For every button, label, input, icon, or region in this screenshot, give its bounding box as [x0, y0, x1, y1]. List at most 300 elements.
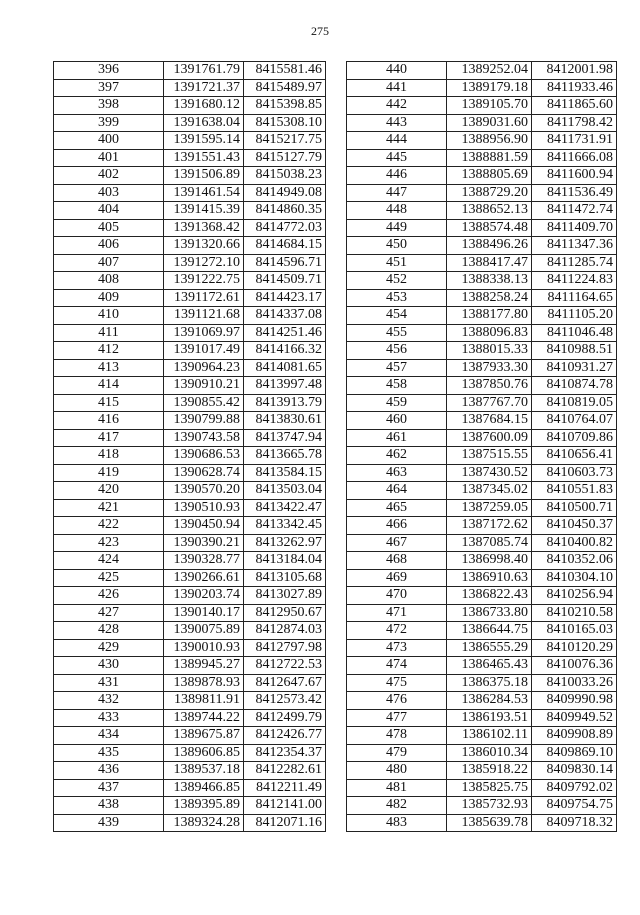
table-row	[347, 62, 617, 80]
table-row	[54, 814, 326, 832]
point-number-cell: 467	[347, 534, 447, 552]
y-coordinate-cell: 8412874.03	[244, 622, 326, 640]
x-coordinate-cell: 1387172.62	[447, 517, 532, 535]
x-coordinate-cell: 1389395.89	[164, 797, 244, 815]
table-row	[54, 254, 326, 272]
x-coordinate-cell: 1387600.09	[447, 429, 532, 447]
x-coordinate-cell: 1391415.39	[164, 202, 244, 220]
x-coordinate-cell: 1390075.89	[164, 622, 244, 640]
y-coordinate-cell: 8412573.42	[244, 692, 326, 710]
table-row	[54, 534, 326, 552]
x-coordinate-cell: 1385918.22	[447, 762, 532, 780]
x-coordinate-cell: 1388729.20	[447, 184, 532, 202]
y-coordinate-cell: 8412499.79	[244, 709, 326, 727]
point-number-cell: 442	[347, 97, 447, 115]
point-number-cell: 468	[347, 552, 447, 570]
table-row	[54, 272, 326, 290]
point-number-cell: 447	[347, 184, 447, 202]
point-number-cell: 469	[347, 569, 447, 587]
y-coordinate-cell: 8410400.82	[532, 534, 617, 552]
x-coordinate-cell: 1391551.43	[164, 149, 244, 167]
table-row	[347, 499, 617, 517]
point-number-cell: 465	[347, 499, 447, 517]
point-number-cell: 477	[347, 709, 447, 727]
point-number-cell: 426	[54, 587, 164, 605]
x-coordinate-cell: 1390140.17	[164, 604, 244, 622]
x-coordinate-cell: 1387085.74	[447, 534, 532, 552]
x-coordinate-cell: 1391368.42	[164, 219, 244, 237]
point-number-cell: 482	[347, 797, 447, 815]
x-coordinate-cell: 1390743.58	[164, 429, 244, 447]
y-coordinate-cell: 8415217.75	[244, 132, 326, 150]
y-coordinate-cell: 8410988.51	[532, 342, 617, 360]
y-coordinate-cell: 8415489.97	[244, 79, 326, 97]
y-coordinate-cell: 8411536.49	[532, 184, 617, 202]
table-row	[54, 587, 326, 605]
point-number-cell: 407	[54, 254, 164, 272]
table-row	[347, 377, 617, 395]
point-number-cell: 421	[54, 499, 164, 517]
y-coordinate-cell: 8411472.74	[532, 202, 617, 220]
table-row	[347, 342, 617, 360]
x-coordinate-cell: 1390510.93	[164, 499, 244, 517]
y-coordinate-cell: 8413830.61	[244, 412, 326, 430]
y-coordinate-cell: 8412950.67	[244, 604, 326, 622]
y-coordinate-cell: 8413584.15	[244, 464, 326, 482]
y-coordinate-cell: 8411164.65	[532, 289, 617, 307]
y-coordinate-cell: 8411798.42	[532, 114, 617, 132]
x-coordinate-cell: 1388652.13	[447, 202, 532, 220]
table-row	[54, 324, 326, 342]
y-coordinate-cell: 8410874.78	[532, 377, 617, 395]
table-row	[347, 202, 617, 220]
x-coordinate-cell: 1391172.61	[164, 289, 244, 307]
y-coordinate-cell: 8411285.74	[532, 254, 617, 272]
table-row	[54, 517, 326, 535]
x-coordinate-cell: 1387515.55	[447, 447, 532, 465]
table-row	[347, 97, 617, 115]
table-row	[347, 219, 617, 237]
table-row	[54, 482, 326, 500]
y-coordinate-cell: 8411600.94	[532, 167, 617, 185]
table-row	[347, 412, 617, 430]
x-coordinate-cell: 1387767.70	[447, 394, 532, 412]
point-number-cell: 420	[54, 482, 164, 500]
point-number-cell: 454	[347, 307, 447, 325]
point-number-cell: 460	[347, 412, 447, 430]
point-number-cell: 411	[54, 324, 164, 342]
y-coordinate-cell: 8410352.06	[532, 552, 617, 570]
point-number-cell: 425	[54, 569, 164, 587]
point-number-cell: 470	[347, 587, 447, 605]
table-row	[347, 587, 617, 605]
point-number-cell: 464	[347, 482, 447, 500]
table-row	[347, 797, 617, 815]
x-coordinate-cell: 1390328.77	[164, 552, 244, 570]
x-coordinate-cell: 1390570.20	[164, 482, 244, 500]
table-row	[54, 429, 326, 447]
coordinates-table-left	[53, 61, 326, 832]
point-number-cell: 406	[54, 237, 164, 255]
table-row	[347, 394, 617, 412]
table-row	[347, 324, 617, 342]
y-coordinate-cell: 8415581.46	[244, 62, 326, 80]
y-coordinate-cell: 8415398.85	[244, 97, 326, 115]
table-row	[347, 464, 617, 482]
x-coordinate-cell: 1389744.22	[164, 709, 244, 727]
point-number-cell: 459	[347, 394, 447, 412]
table-row	[347, 762, 617, 780]
point-number-cell: 471	[347, 604, 447, 622]
x-coordinate-cell: 1387345.02	[447, 482, 532, 500]
x-coordinate-cell: 1390266.61	[164, 569, 244, 587]
y-coordinate-cell: 8410656.41	[532, 447, 617, 465]
coordinates-table-right	[346, 61, 617, 832]
y-coordinate-cell: 8410450.37	[532, 517, 617, 535]
x-coordinate-cell: 1390450.94	[164, 517, 244, 535]
point-number-cell: 423	[54, 534, 164, 552]
table-row	[54, 62, 326, 80]
x-coordinate-cell: 1386465.43	[447, 657, 532, 675]
y-coordinate-cell: 8414166.32	[244, 342, 326, 360]
y-coordinate-cell: 8412722.53	[244, 657, 326, 675]
x-coordinate-cell: 1389811.91	[164, 692, 244, 710]
table-row	[54, 692, 326, 710]
point-number-cell: 422	[54, 517, 164, 535]
x-coordinate-cell: 1385825.75	[447, 779, 532, 797]
x-coordinate-cell: 1386284.53	[447, 692, 532, 710]
point-number-cell: 403	[54, 184, 164, 202]
point-number-cell: 438	[54, 797, 164, 815]
point-number-cell: 451	[347, 254, 447, 272]
y-coordinate-cell: 8412797.98	[244, 639, 326, 657]
table-row	[54, 394, 326, 412]
point-number-cell: 428	[54, 622, 164, 640]
table-row	[347, 727, 617, 745]
x-coordinate-cell: 1389945.27	[164, 657, 244, 675]
x-coordinate-cell: 1391272.10	[164, 254, 244, 272]
x-coordinate-cell: 1391595.14	[164, 132, 244, 150]
x-coordinate-cell: 1391506.89	[164, 167, 244, 185]
x-coordinate-cell: 1390203.74	[164, 587, 244, 605]
x-coordinate-cell: 1390855.42	[164, 394, 244, 412]
y-coordinate-cell: 8414081.65	[244, 359, 326, 377]
x-coordinate-cell: 1387430.52	[447, 464, 532, 482]
table-row	[54, 797, 326, 815]
x-coordinate-cell: 1391680.12	[164, 97, 244, 115]
point-number-cell: 481	[347, 779, 447, 797]
x-coordinate-cell: 1390628.74	[164, 464, 244, 482]
y-coordinate-cell: 8411666.08	[532, 149, 617, 167]
point-number-cell: 433	[54, 709, 164, 727]
y-coordinate-cell: 8413105.68	[244, 569, 326, 587]
point-number-cell: 424	[54, 552, 164, 570]
point-number-cell: 436	[54, 762, 164, 780]
y-coordinate-cell: 8412426.77	[244, 727, 326, 745]
y-coordinate-cell: 8414423.17	[244, 289, 326, 307]
x-coordinate-cell: 1390910.21	[164, 377, 244, 395]
y-coordinate-cell: 8410709.86	[532, 429, 617, 447]
x-coordinate-cell: 1386910.63	[447, 569, 532, 587]
point-number-cell: 478	[347, 727, 447, 745]
table-row	[347, 429, 617, 447]
y-coordinate-cell: 8409754.75	[532, 797, 617, 815]
point-number-cell: 443	[347, 114, 447, 132]
x-coordinate-cell: 1388805.69	[447, 167, 532, 185]
table-row	[54, 202, 326, 220]
y-coordinate-cell: 8413262.97	[244, 534, 326, 552]
x-coordinate-cell: 1386193.51	[447, 709, 532, 727]
table-row	[347, 569, 617, 587]
table-row	[347, 779, 617, 797]
y-coordinate-cell: 8410256.94	[532, 587, 617, 605]
y-coordinate-cell: 8411933.46	[532, 79, 617, 97]
x-coordinate-cell: 1386375.18	[447, 674, 532, 692]
table-row	[54, 377, 326, 395]
table-row	[54, 149, 326, 167]
y-coordinate-cell: 8409830.14	[532, 762, 617, 780]
y-coordinate-cell: 8409908.89	[532, 727, 617, 745]
x-coordinate-cell: 1390964.23	[164, 359, 244, 377]
x-coordinate-cell: 1389537.18	[164, 762, 244, 780]
point-number-cell: 456	[347, 342, 447, 360]
x-coordinate-cell: 1389606.85	[164, 744, 244, 762]
coordinates-table-left-body	[54, 62, 326, 832]
table-row	[347, 674, 617, 692]
y-coordinate-cell: 8415038.23	[244, 167, 326, 185]
table-row	[347, 482, 617, 500]
table-row	[347, 447, 617, 465]
table-row	[347, 272, 617, 290]
table-row	[347, 184, 617, 202]
point-number-cell: 419	[54, 464, 164, 482]
x-coordinate-cell: 1391069.97	[164, 324, 244, 342]
y-coordinate-cell: 8415308.10	[244, 114, 326, 132]
table-row	[54, 622, 326, 640]
point-number-cell: 431	[54, 674, 164, 692]
y-coordinate-cell: 8409990.98	[532, 692, 617, 710]
table-row	[347, 639, 617, 657]
point-number-cell: 434	[54, 727, 164, 745]
table-row	[347, 114, 617, 132]
table-row	[54, 167, 326, 185]
y-coordinate-cell: 8414509.71	[244, 272, 326, 290]
y-coordinate-cell: 8413913.79	[244, 394, 326, 412]
table-row	[347, 517, 617, 535]
x-coordinate-cell: 1390799.88	[164, 412, 244, 430]
table-row	[347, 744, 617, 762]
point-number-cell: 398	[54, 97, 164, 115]
x-coordinate-cell: 1389878.93	[164, 674, 244, 692]
x-coordinate-cell: 1388881.59	[447, 149, 532, 167]
y-coordinate-cell: 8413342.45	[244, 517, 326, 535]
y-coordinate-cell: 8412071.16	[244, 814, 326, 832]
point-number-cell: 400	[54, 132, 164, 150]
table-row	[54, 359, 326, 377]
x-coordinate-cell: 1391320.66	[164, 237, 244, 255]
table-row	[54, 237, 326, 255]
y-coordinate-cell: 8412647.67	[244, 674, 326, 692]
point-number-cell: 396	[54, 62, 164, 80]
table-row	[347, 657, 617, 675]
y-coordinate-cell: 8410551.83	[532, 482, 617, 500]
y-coordinate-cell: 8414949.08	[244, 184, 326, 202]
point-number-cell: 432	[54, 692, 164, 710]
y-coordinate-cell: 8410165.03	[532, 622, 617, 640]
x-coordinate-cell: 1389252.04	[447, 62, 532, 80]
point-number-cell: 455	[347, 324, 447, 342]
table-row	[347, 132, 617, 150]
point-number-cell: 483	[347, 814, 447, 832]
point-number-cell: 445	[347, 149, 447, 167]
x-coordinate-cell: 1386555.29	[447, 639, 532, 657]
point-number-cell: 410	[54, 307, 164, 325]
point-number-cell: 430	[54, 657, 164, 675]
table-row	[54, 674, 326, 692]
x-coordinate-cell: 1386644.75	[447, 622, 532, 640]
x-coordinate-cell: 1388338.13	[447, 272, 532, 290]
table-row	[54, 464, 326, 482]
point-number-cell: 435	[54, 744, 164, 762]
y-coordinate-cell: 8414684.15	[244, 237, 326, 255]
y-coordinate-cell: 8414337.08	[244, 307, 326, 325]
x-coordinate-cell: 1391017.49	[164, 342, 244, 360]
y-coordinate-cell: 8410304.10	[532, 569, 617, 587]
y-coordinate-cell: 8411731.91	[532, 132, 617, 150]
point-number-cell: 446	[347, 167, 447, 185]
x-coordinate-cell: 1389031.60	[447, 114, 532, 132]
point-number-cell: 449	[347, 219, 447, 237]
table-row	[347, 237, 617, 255]
y-coordinate-cell: 8414596.71	[244, 254, 326, 272]
x-coordinate-cell: 1385639.78	[447, 814, 532, 832]
table-row	[54, 114, 326, 132]
x-coordinate-cell: 1387259.05	[447, 499, 532, 517]
y-coordinate-cell: 8411865.60	[532, 97, 617, 115]
table-row	[54, 744, 326, 762]
x-coordinate-cell: 1391121.68	[164, 307, 244, 325]
table-row	[54, 727, 326, 745]
point-number-cell: 413	[54, 359, 164, 377]
x-coordinate-cell: 1389466.85	[164, 779, 244, 797]
y-coordinate-cell: 8410603.73	[532, 464, 617, 482]
table-row	[54, 499, 326, 517]
point-number-cell: 480	[347, 762, 447, 780]
y-coordinate-cell: 8414772.03	[244, 219, 326, 237]
x-coordinate-cell: 1388096.83	[447, 324, 532, 342]
x-coordinate-cell: 1390390.21	[164, 534, 244, 552]
table-row	[347, 622, 617, 640]
table-row	[347, 79, 617, 97]
x-coordinate-cell: 1390686.53	[164, 447, 244, 465]
y-coordinate-cell: 8412001.98	[532, 62, 617, 80]
table-row	[347, 149, 617, 167]
point-number-cell: 448	[347, 202, 447, 220]
table-row	[347, 289, 617, 307]
y-coordinate-cell: 8413184.04	[244, 552, 326, 570]
table-row	[54, 184, 326, 202]
point-number-cell: 402	[54, 167, 164, 185]
x-coordinate-cell: 1391638.04	[164, 114, 244, 132]
table-row	[347, 814, 617, 832]
point-number-cell: 473	[347, 639, 447, 657]
y-coordinate-cell: 8410931.27	[532, 359, 617, 377]
x-coordinate-cell: 1388956.90	[447, 132, 532, 150]
y-coordinate-cell: 8409792.02	[532, 779, 617, 797]
y-coordinate-cell: 8412211.49	[244, 779, 326, 797]
coordinates-table-right-body	[347, 62, 617, 832]
y-coordinate-cell: 8414860.35	[244, 202, 326, 220]
table-row	[54, 342, 326, 360]
x-coordinate-cell: 1388496.26	[447, 237, 532, 255]
point-number-cell: 414	[54, 377, 164, 395]
x-coordinate-cell: 1389324.28	[164, 814, 244, 832]
x-coordinate-cell: 1386822.43	[447, 587, 532, 605]
point-number-cell: 408	[54, 272, 164, 290]
point-number-cell: 429	[54, 639, 164, 657]
x-coordinate-cell: 1391461.54	[164, 184, 244, 202]
y-coordinate-cell: 8410210.58	[532, 604, 617, 622]
y-coordinate-cell: 8413665.78	[244, 447, 326, 465]
point-number-cell: 463	[347, 464, 447, 482]
x-coordinate-cell: 1391761.79	[164, 62, 244, 80]
point-number-cell: 453	[347, 289, 447, 307]
point-number-cell: 457	[347, 359, 447, 377]
y-coordinate-cell: 8411105.20	[532, 307, 617, 325]
point-number-cell: 437	[54, 779, 164, 797]
table-row	[54, 779, 326, 797]
point-number-cell: 415	[54, 394, 164, 412]
point-number-cell: 466	[347, 517, 447, 535]
x-coordinate-cell: 1387933.30	[447, 359, 532, 377]
point-number-cell: 404	[54, 202, 164, 220]
point-number-cell: 399	[54, 114, 164, 132]
y-coordinate-cell: 8410076.36	[532, 657, 617, 675]
x-coordinate-cell: 1385732.93	[447, 797, 532, 815]
point-number-cell: 412	[54, 342, 164, 360]
point-number-cell: 427	[54, 604, 164, 622]
x-coordinate-cell: 1391222.75	[164, 272, 244, 290]
y-coordinate-cell: 8410500.71	[532, 499, 617, 517]
point-number-cell: 417	[54, 429, 164, 447]
y-coordinate-cell: 8410819.05	[532, 394, 617, 412]
table-row	[347, 552, 617, 570]
x-coordinate-cell: 1386102.11	[447, 727, 532, 745]
table-row	[347, 709, 617, 727]
point-number-cell: 444	[347, 132, 447, 150]
table-row	[54, 762, 326, 780]
point-number-cell: 405	[54, 219, 164, 237]
table-row	[54, 709, 326, 727]
x-coordinate-cell: 1390010.93	[164, 639, 244, 657]
table-row	[54, 552, 326, 570]
table-row	[347, 359, 617, 377]
table-row	[54, 289, 326, 307]
point-number-cell: 418	[54, 447, 164, 465]
point-number-cell: 416	[54, 412, 164, 430]
y-coordinate-cell: 8410120.29	[532, 639, 617, 657]
y-coordinate-cell: 8409869.10	[532, 744, 617, 762]
point-number-cell: 401	[54, 149, 164, 167]
table-row	[54, 132, 326, 150]
y-coordinate-cell: 8413747.94	[244, 429, 326, 447]
point-number-cell: 474	[347, 657, 447, 675]
y-coordinate-cell: 8412141.00	[244, 797, 326, 815]
table-row	[54, 412, 326, 430]
y-coordinate-cell: 8411409.70	[532, 219, 617, 237]
point-number-cell: 461	[347, 429, 447, 447]
table-row	[54, 657, 326, 675]
